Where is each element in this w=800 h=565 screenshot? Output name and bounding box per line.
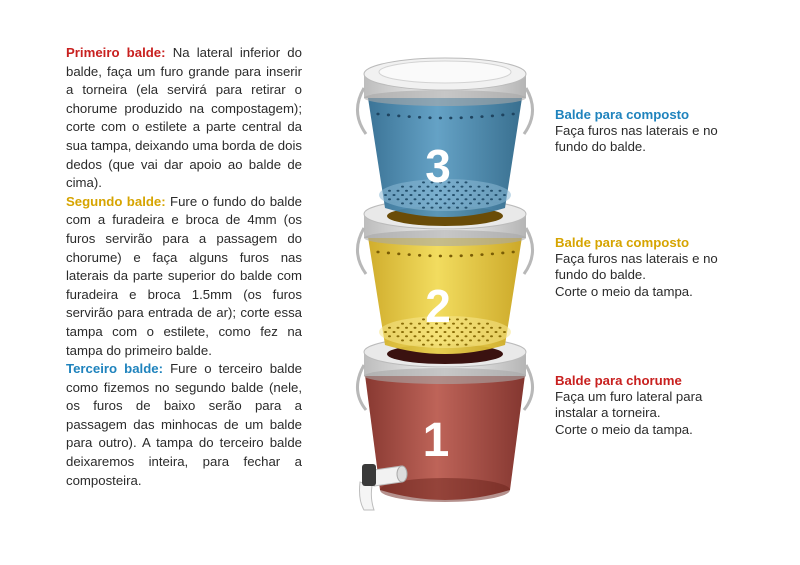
label-top-title: Balde para composto <box>555 107 690 122</box>
step3-text: Fure o terceiro balde como fizemos no segundo balde (nele, os furos de baixo serão para a passagem das minhocas de um balde para outro). A tampa do terceiro balde deixaremos inteira, para fechar a composteira. <box>66 361 302 488</box>
hole <box>465 181 468 183</box>
air-hole <box>439 255 442 258</box>
air-hole <box>439 117 442 120</box>
hole <box>473 327 476 329</box>
hole <box>461 323 464 325</box>
hole <box>448 198 451 200</box>
hole <box>427 202 430 204</box>
bucket-number-2: 2 <box>425 280 451 332</box>
air-hole <box>408 115 411 118</box>
hole <box>401 339 404 341</box>
hole <box>456 207 459 209</box>
hole <box>397 190 400 192</box>
air-hole <box>376 113 379 116</box>
label-bottom-line-1: Faça um furo lateral para <box>555 389 703 405</box>
hole <box>469 323 472 325</box>
bucket-number-1: 1 <box>422 414 450 467</box>
air-hole <box>449 255 452 258</box>
hole <box>410 186 413 188</box>
air-hole <box>387 114 390 117</box>
bucket-top <box>357 58 532 217</box>
hole <box>422 344 425 346</box>
air-hole <box>408 253 411 256</box>
air-hole <box>501 114 504 117</box>
hole <box>478 194 481 196</box>
label-top-bucket <box>555 107 735 156</box>
hole <box>393 331 396 333</box>
hole <box>465 207 468 209</box>
hole <box>469 186 472 188</box>
label-bottom-bucket <box>555 373 730 438</box>
hole <box>503 331 506 333</box>
hole <box>418 194 421 196</box>
step2-paragraph <box>66 193 302 360</box>
hole <box>397 335 400 337</box>
hole <box>418 186 421 188</box>
air-hole <box>460 116 463 119</box>
hole <box>452 202 455 204</box>
step2-text: Fure o fundo do balde com a furadeira e broca de 4mm (os furos servirão para a passagem do chorume) e faça alguns furos nas laterais da parte superior do balde com furadeira e broca 1.5mm (os furos servirão para entrada de ar); corte essa tampa com o estilete, como fez na tampa do primeiro balde. <box>66 193 302 358</box>
hole <box>405 327 408 329</box>
air-hole <box>428 116 431 119</box>
hole <box>473 198 476 200</box>
hole <box>435 202 438 204</box>
hole <box>405 335 408 337</box>
hole <box>444 339 447 341</box>
hole <box>478 323 481 325</box>
hole <box>393 194 396 196</box>
hole <box>414 335 417 337</box>
label-middle-bucket <box>555 235 735 300</box>
label-middle-title: Balde para composto <box>555 235 690 250</box>
hole <box>503 194 506 196</box>
hole <box>418 339 421 341</box>
hole <box>482 198 485 200</box>
hole <box>469 331 472 333</box>
hole <box>452 194 455 196</box>
label-top-line-1: Faça furos nas laterais e no <box>555 123 718 139</box>
hole <box>465 190 468 192</box>
hole <box>499 327 502 329</box>
hole <box>495 194 498 196</box>
hole <box>405 190 408 192</box>
hole <box>401 331 404 333</box>
hole <box>410 202 413 204</box>
hole <box>486 339 489 341</box>
hole <box>418 331 421 333</box>
hole <box>486 331 489 333</box>
label-middle-line-3: Corte o meio da tampa. <box>555 283 693 299</box>
air-hole <box>397 252 400 255</box>
hole <box>401 186 404 188</box>
hole <box>444 202 447 204</box>
air-hole <box>480 253 483 256</box>
bucket-stack-illustration <box>340 30 550 530</box>
hole <box>422 335 425 337</box>
hole <box>469 202 472 204</box>
hole <box>448 207 451 209</box>
hole <box>499 335 502 337</box>
hole <box>465 327 468 329</box>
hole <box>422 207 425 209</box>
step3-paragraph <box>66 360 302 490</box>
hole <box>490 327 493 329</box>
air-hole <box>512 113 515 116</box>
hole <box>435 194 438 196</box>
hole <box>456 335 459 337</box>
air-hole <box>460 254 463 257</box>
hole <box>410 323 413 325</box>
hole <box>410 331 413 333</box>
hole <box>431 344 434 346</box>
hole <box>486 323 489 325</box>
hole <box>452 186 455 188</box>
air-hole <box>512 251 515 254</box>
air-hole <box>491 252 494 255</box>
hole <box>461 331 464 333</box>
hole <box>414 190 417 192</box>
air-hole <box>491 114 494 117</box>
hole <box>439 335 442 337</box>
hole <box>439 344 442 346</box>
hole <box>461 186 464 188</box>
hole <box>456 318 459 320</box>
hole <box>401 323 404 325</box>
hole <box>405 198 408 200</box>
instructions-text <box>66 44 302 490</box>
hole <box>456 327 459 329</box>
hole <box>448 344 451 346</box>
hole <box>461 194 464 196</box>
hole <box>397 198 400 200</box>
hole <box>444 194 447 196</box>
label-bottom-line-2: instalar a torneira. <box>555 405 661 421</box>
hole <box>418 202 421 204</box>
hole <box>414 198 417 200</box>
step2-title: Segundo balde: <box>66 193 166 209</box>
step3-title: Terceiro balde: <box>66 361 163 377</box>
hole <box>410 194 413 196</box>
hole <box>431 207 434 209</box>
hole <box>418 323 421 325</box>
hole <box>490 335 493 337</box>
hole <box>439 198 442 200</box>
hole <box>456 190 459 192</box>
hole <box>465 335 468 337</box>
hole <box>448 335 451 337</box>
hole <box>427 194 430 196</box>
hole <box>473 190 476 192</box>
hole <box>478 331 481 333</box>
air-hole <box>428 254 431 257</box>
hole <box>388 190 391 192</box>
hole <box>482 335 485 337</box>
hole <box>482 327 485 329</box>
hole <box>478 339 481 341</box>
air-hole <box>480 115 483 118</box>
label-bottom-title: Balde para chorume <box>555 373 682 388</box>
hole <box>384 331 387 333</box>
hole <box>486 186 489 188</box>
hole <box>486 194 489 196</box>
hole <box>388 335 391 337</box>
hole <box>465 198 468 200</box>
air-hole <box>449 117 452 120</box>
hole <box>401 202 404 204</box>
hole <box>490 190 493 192</box>
label-bottom-line-3: Corte o meio da tampa. <box>555 421 693 437</box>
hole <box>486 202 489 204</box>
air-hole <box>501 252 504 255</box>
bucket-number-3: 3 <box>425 140 451 192</box>
hole <box>410 339 413 341</box>
air-hole <box>418 254 421 257</box>
hole <box>452 323 455 325</box>
hole <box>461 339 464 341</box>
air-hole <box>397 114 400 117</box>
air-hole <box>387 252 390 255</box>
hole <box>499 198 502 200</box>
hole <box>490 198 493 200</box>
hole <box>461 202 464 204</box>
hole <box>469 339 472 341</box>
air-hole <box>418 116 421 119</box>
hole <box>397 327 400 329</box>
hole <box>495 331 498 333</box>
hole <box>456 198 459 200</box>
step1-text: Na lateral inferior do balde, faça um furo grande para inserir a torneira (ela servirá para retirar o chorume produzido na compostagem); corte com o estilete a parte central da sua tampa, deixando uma borda de dois dedos (que vai dar apoio ao balde de cima). <box>66 45 302 191</box>
hole <box>452 331 455 333</box>
hole <box>499 190 502 192</box>
hole <box>473 335 476 337</box>
label-middle-line-1: Faça furos nas laterais e no <box>555 251 718 267</box>
hole <box>439 207 442 209</box>
hole <box>465 318 468 320</box>
hole <box>456 344 459 346</box>
air-hole <box>376 251 379 254</box>
hole <box>384 194 387 196</box>
hole <box>478 202 481 204</box>
hole <box>388 327 391 329</box>
hole <box>414 327 417 329</box>
hole <box>388 198 391 200</box>
hole <box>401 194 404 196</box>
label-top-line-2: fundo do balde. <box>555 139 646 155</box>
hole <box>465 344 468 346</box>
hole <box>482 190 485 192</box>
hole <box>452 339 455 341</box>
label-middle-line-2: fundo do balde. <box>555 267 646 283</box>
step1-title: Primeiro balde: <box>66 45 166 60</box>
hole <box>435 339 438 341</box>
air-hole <box>470 254 473 257</box>
air-hole <box>470 116 473 119</box>
hole <box>431 335 434 337</box>
bucket-top-lid <box>364 58 526 90</box>
step1-paragraph <box>66 44 302 193</box>
hole <box>478 186 481 188</box>
hole <box>422 198 425 200</box>
hole <box>427 339 430 341</box>
hole <box>469 194 472 196</box>
hole <box>456 181 459 183</box>
hole <box>431 198 434 200</box>
